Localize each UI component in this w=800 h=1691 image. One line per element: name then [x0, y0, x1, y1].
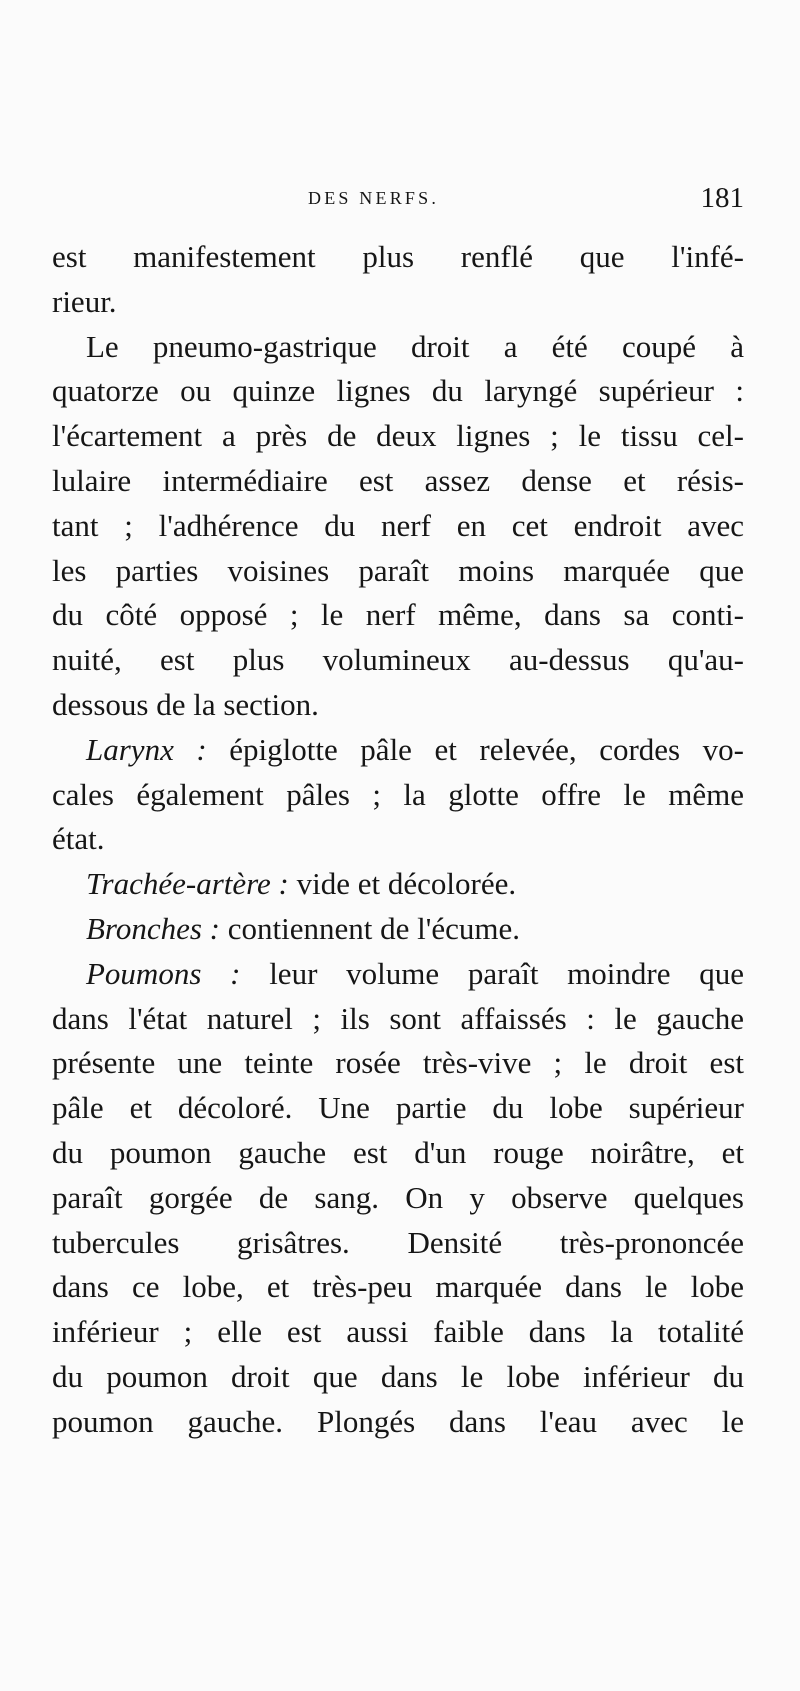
larynx-line: [52, 728, 744, 773]
text-line: dans l'état naturel ; ils sont affaissés : le gauche: [52, 1000, 744, 1036]
text-line: du poumon gauche est d'un rouge noirâtre, et: [52, 1134, 744, 1170]
larynx-text: épiglotte pâle et relevée, cordes vo-: [206, 731, 744, 767]
text-line: nuité, est plus volumineux au-dessus qu'au-: [52, 642, 744, 678]
bronches-label: Bronches :: [86, 910, 221, 946]
text-line: lulaire intermédiaire est assez dense et résis-: [52, 462, 744, 498]
body-text: [52, 235, 744, 1445]
trachee-line: [52, 862, 744, 907]
poumons-text: leur volume paraît moindre que: [240, 955, 744, 991]
text-line: poumon gauche. Plongés dans l'eau avec le: [52, 1403, 744, 1439]
text-line: inférieur ; elle est aussi faible dans la totalité: [52, 1314, 744, 1350]
text-line: état.: [52, 821, 105, 857]
larynx-label: Larynx :: [86, 731, 207, 767]
text-line: l'écartement a près de deux lignes ; le tissu cel-: [52, 418, 744, 454]
text-line: dessous de la section.: [52, 686, 319, 722]
text-line: quatorze ou quinze lignes du laryngé supérieur :: [52, 373, 744, 409]
text-line: dans ce lobe, et très-peu marquée dans le lobe: [52, 1269, 744, 1305]
text-line: présente une teinte rosée très-vive ; le droit est: [52, 1045, 744, 1081]
trachee-text: vide et décolorée.: [288, 866, 517, 902]
text-line: paraît gorgée de sang. On y observe quelques: [52, 1179, 744, 1215]
trachee-label: Trachée-artère :: [86, 866, 289, 902]
text-line: Le pneumo-gastrique droit a été coupé à: [86, 328, 744, 364]
running-head: [52, 182, 744, 222]
text-line: du poumon droit que dans le lobe inférieur du: [52, 1358, 744, 1394]
text-line: est manifestement plus renflé que l'infé-: [52, 239, 744, 274]
text-line: cales également pâles ; la glotte offre le même: [52, 776, 744, 812]
text-line: pâle et décoloré. Une partie du lobe supérieur: [52, 1090, 744, 1126]
text-line: tant ; l'adhérence du nerf en cet endroit avec: [52, 507, 744, 543]
page-number: 181: [700, 182, 744, 214]
bronches-text: contiennent de l'écume.: [220, 910, 520, 946]
poumons-line: [52, 952, 744, 997]
text-line: les parties voisines paraît moins marquée que: [52, 552, 744, 588]
text-line: du côté opposé ; le nerf même, dans sa conti-: [52, 597, 744, 633]
text-line: rieur.: [52, 283, 117, 319]
text-line: tubercules grisâtres. Densité très-prononcée: [52, 1224, 744, 1260]
running-title: DES NERFS.: [308, 188, 440, 208]
poumons-label: Poumons :: [86, 955, 241, 991]
bronches-line: [52, 907, 744, 952]
